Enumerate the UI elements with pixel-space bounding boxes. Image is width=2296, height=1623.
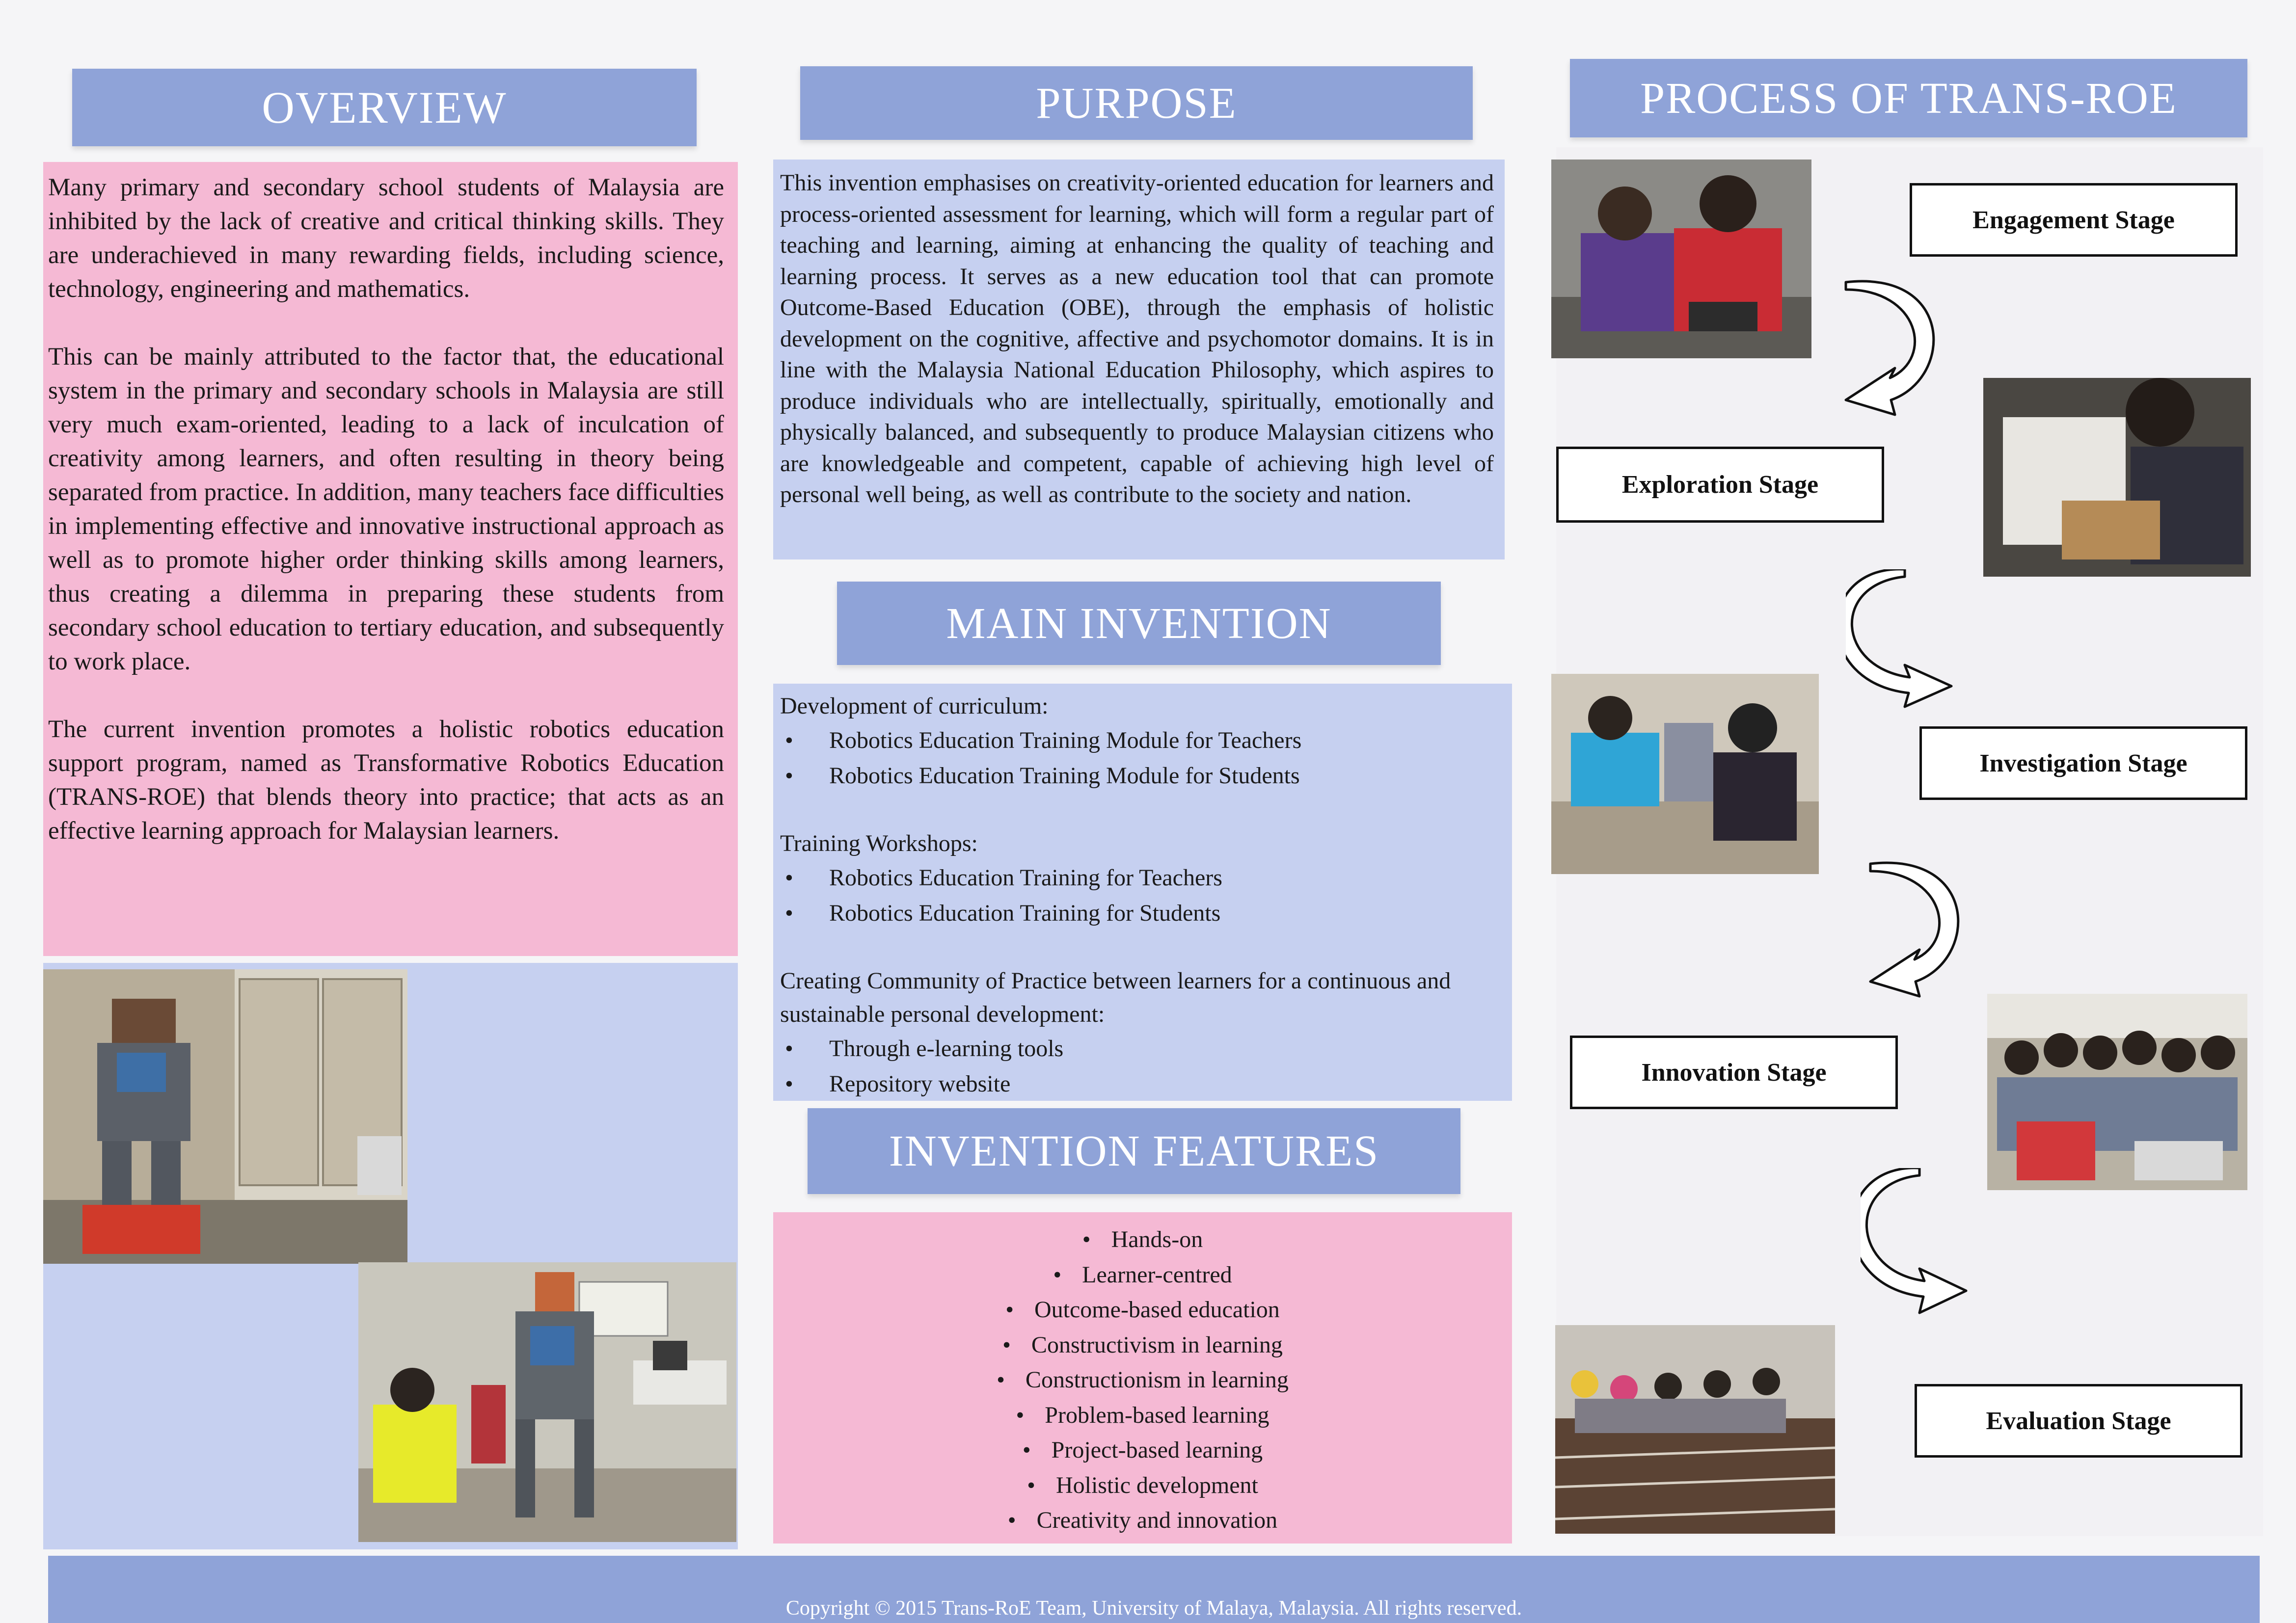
engagement-stage-box [1910,183,2238,257]
list-item: • Constructivism in learning [773,1328,1512,1363]
innovation-stage-box [1570,1036,1898,1109]
list-item: • Through e-learning tools [780,1031,1503,1066]
list-item: • Outcome-based education [773,1292,1512,1328]
exploration-stage-label: Exploration Stage [1621,471,1819,499]
curved-arrow-2-icon [1846,569,1959,712]
purpose-panel [773,160,1505,559]
overview-banner [72,69,697,146]
list-item: • Holistic development [773,1468,1512,1503]
list-item: • Robotics Education Training Module for Teachers [780,723,1503,758]
investigation-stage-label: Investigation Stage [1979,749,2188,777]
list-item: • Creativity and innovation [773,1503,1512,1538]
robot-lab-photo [43,969,407,1264]
investigation-photo [1551,674,1819,874]
curved-arrow-4-icon [1861,1168,1973,1320]
list-item: • Repository website [780,1066,1503,1102]
process-banner [1570,59,2247,137]
overview-paragraph-3: The current invention promotes a holistic robotics education support program, named as Transformative Robotics Education (TRANS-ROE) that blends theory into practice; that acts as an effective learning approach for Malaysian learners. [48,716,724,845]
list-item: • Problem-based learning [773,1398,1512,1433]
community-list [780,1031,1503,1102]
evaluation-photo [1555,1325,1835,1534]
evaluation-stage-box [1915,1384,2242,1458]
investigation-stage-box [1919,726,2247,800]
community-heading: Creating Community of Practice between learners for a continuous and sustainable personal development: [780,968,1451,1027]
purpose-text: This invention emphasises on creativity-oriented education for learners and process-oriented assessment for learning, which will form a regular part of teaching and learning, aiming at enhancing the quality of teaching and learning process. It serves as a new education tool that can promote Outcome-Based Education (OBE), through the emphasis of holistic development on the cognitive, affective and psychomotor domains. It is in line with the Malaysia National Education Philosophy, which aspires to produce individuals who are intellectually, spiritually, emotionally and physically balanced, and subsequently to produce Malaysian citizens who are knowledgeable and competent, capable of achieving high level of personal well being, as well as contribute to the society and nation. [780,170,1494,507]
workshops-list [780,860,1503,931]
features-banner [808,1108,1460,1194]
list-item: • Learner-centred [773,1257,1512,1293]
overview-title: OVERVIEW [262,82,507,133]
list-item: • Hands-on [773,1222,1512,1257]
list-item: • Robotics Education Training Module for Students [780,758,1503,794]
engagement-photo [1551,160,1811,358]
features-panel [773,1212,1512,1543]
workshops-heading: Training Workshops: [780,830,978,856]
overview-paragraph-2: This can be mainly attributed to the factor that, the educational system in the primary and secondary schools in Malaysia are still very much exam-oriented, leading to a lack of inculcation of creativity among learners, and often resulting in theory being separated from practice. In addition, many teachers face difficulties in implementing effective and innovative instructional approach as well as to promote higher order thinking skills among learners, thus creating a dilemma in preparing these students from secondary school education to tertiary education, and subsequently to work place. [48,343,724,675]
overview-panel [43,162,738,956]
purpose-title: PURPOSE [1036,79,1237,128]
innovation-photo [1987,994,2247,1190]
list-item: • Robotics Education Training for Students [780,896,1503,931]
copyright-text: Copyright © 2015 Trans-RoE Team, University of Malaya, Malaysia. All rights reserved. [785,1597,1522,1620]
overview-paragraph-1: Many primary and secondary school students of Malaysia are inhibited by the lack of creative and critical thinking skills. They are underachieved in many rewarding fields, including science, technology, engineering and mathematics. [48,174,724,303]
main-invention-title: MAIN INVENTION [946,599,1332,648]
list-item: • Project-based learning [773,1433,1512,1468]
engagement-stage-label: Engagement Stage [1972,206,2175,234]
list-item: • Robotics Education Training for Teachers [780,860,1503,896]
curriculum-heading: Development of curriculum: [780,693,1049,719]
features-title: INVENTION FEATURES [889,1127,1379,1175]
evaluation-stage-label: Evaluation Stage [1986,1407,2171,1435]
process-title: PROCESS OF TRANS-ROE [1640,74,2177,123]
footer-bar [48,1556,2260,1623]
main-invention-panel [773,684,1512,1101]
main-invention-banner [837,582,1441,665]
exploration-photo [1983,378,2251,577]
features-list [773,1222,1512,1538]
list-item: • Constructionism in learning [773,1362,1512,1398]
exploration-stage-box [1556,447,1884,523]
purpose-banner [800,66,1473,140]
innovation-stage-label: Innovation Stage [1641,1058,1827,1087]
curriculum-list [780,723,1503,794]
curved-arrow-3-icon [1861,861,1969,1009]
curved-arrow-1-icon [1836,280,1944,427]
students-robot-photo [358,1262,736,1542]
